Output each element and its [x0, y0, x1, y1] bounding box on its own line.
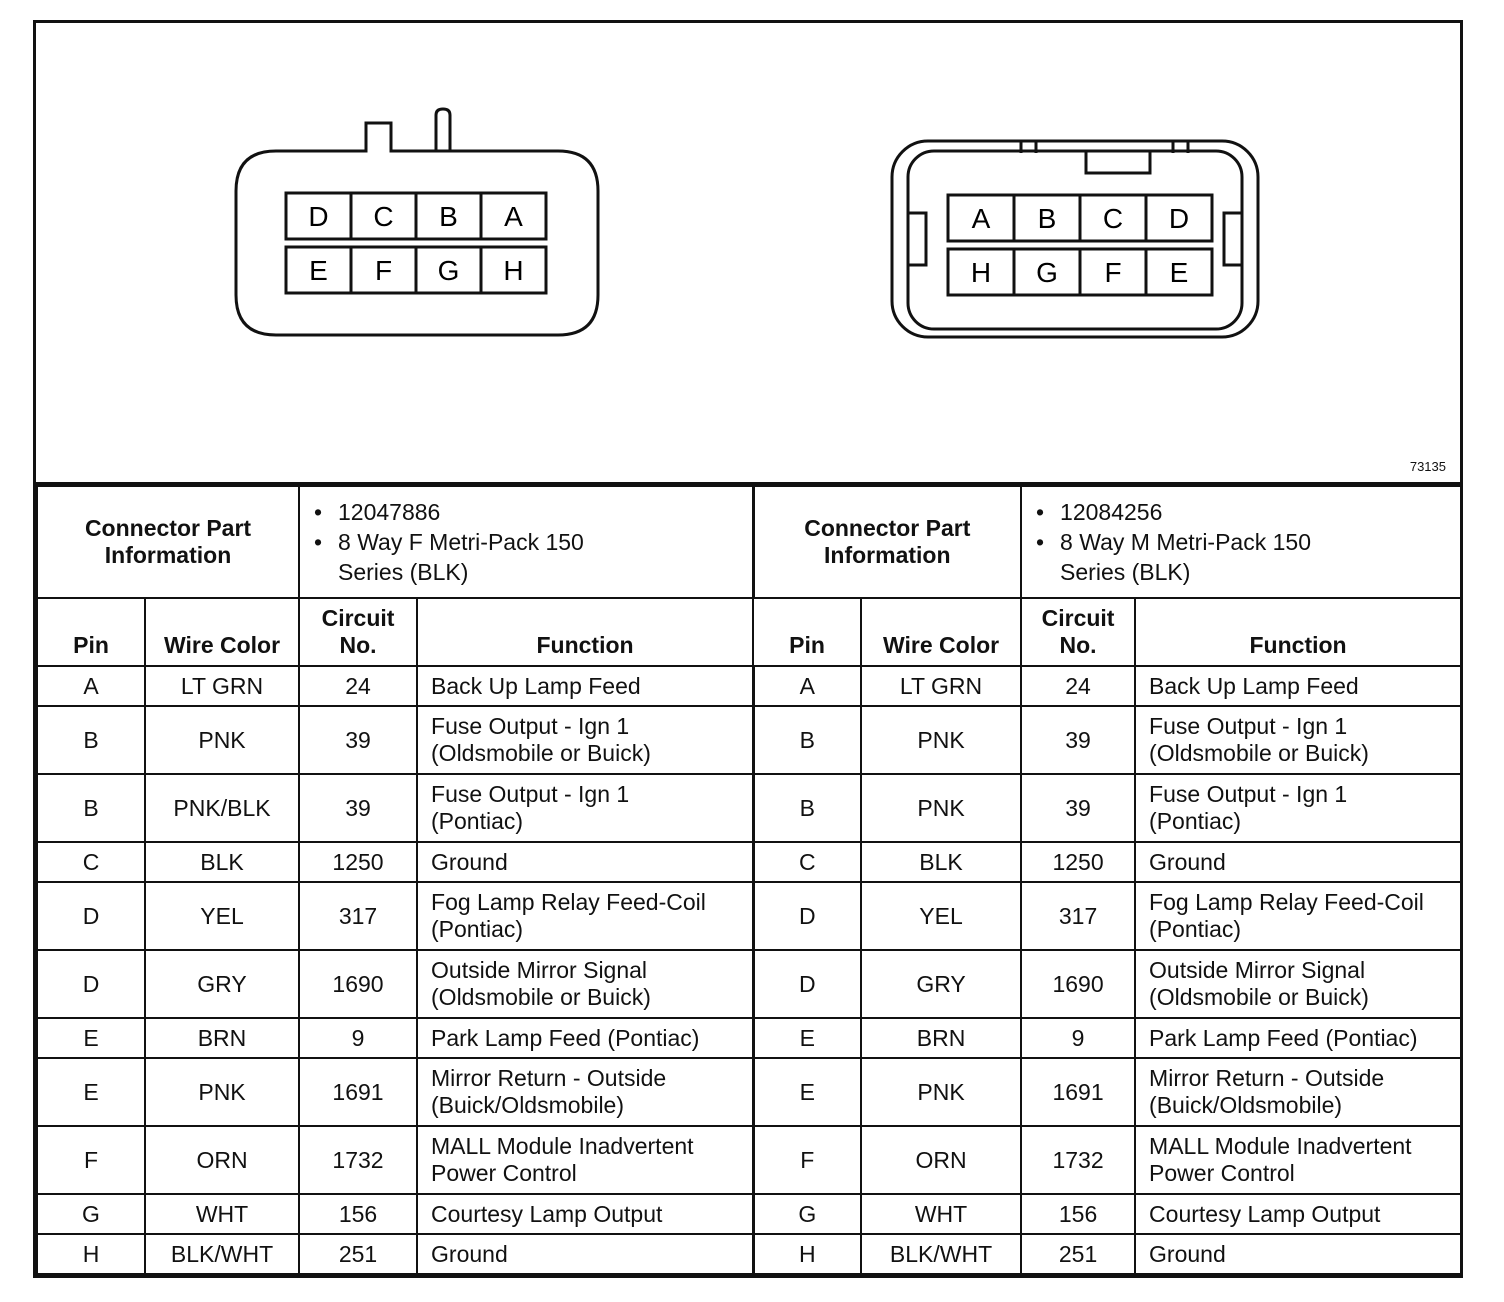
cell-function: Park Lamp Feed (Pontiac) — [417, 1018, 753, 1058]
right-info-label: Connector Part Information — [753, 486, 1021, 598]
left-connector-latch — [436, 109, 450, 151]
left-part-number: • 12047886 — [338, 497, 752, 527]
cell-pin: A — [753, 666, 861, 706]
col-circuit: Circuit No. — [299, 598, 417, 666]
connector-sheet — [33, 20, 1463, 1278]
pin-cavity-label: G — [1036, 257, 1058, 288]
cell-function: Ground — [417, 842, 753, 882]
col-function: Function — [417, 598, 753, 666]
pin-cavity-label: F — [374, 255, 393, 286]
cell-wire-color: ORN — [861, 1126, 1021, 1194]
connector-diagrams — [36, 23, 1460, 479]
right-part-info — [1021, 486, 1461, 598]
cell-circuit: 317 — [299, 882, 417, 950]
pin-cavity-label: E — [309, 255, 328, 286]
cell-function: Outside Mirror Signal (Oldsmobile or Buick) — [417, 950, 753, 1018]
cell-function: Fog Lamp Relay Feed-Coil (Pontiac) — [1135, 882, 1461, 950]
left-info-label: Connector Part Information — [37, 486, 299, 598]
pin-cavity-label: D — [308, 201, 329, 232]
cell-circuit: 1732 — [1021, 1126, 1135, 1194]
cell-wire-color: LT GRN — [861, 666, 1021, 706]
cell-pin: D — [37, 882, 145, 950]
cell-wire-color: BRN — [145, 1018, 299, 1058]
cell-wire-color: LT GRN — [145, 666, 299, 706]
cell-circuit: 1691 — [299, 1058, 417, 1126]
cell-function: Ground — [1135, 1234, 1461, 1274]
cell-pin: E — [753, 1058, 861, 1126]
cell-pin: D — [753, 950, 861, 1018]
cell-pin: C — [37, 842, 145, 882]
pin-row — [37, 882, 1461, 950]
cell-wire-color: ORN — [145, 1126, 299, 1194]
pin-row — [37, 1234, 1461, 1274]
pinout-table — [36, 485, 1462, 1275]
cell-circuit: 24 — [1021, 666, 1135, 706]
cell-pin: G — [37, 1194, 145, 1234]
pin-cavity-label: A — [504, 201, 523, 232]
pin-row — [37, 842, 1461, 882]
col-circuit: Circuit No. — [1021, 598, 1135, 666]
cell-circuit: 1732 — [299, 1126, 417, 1194]
cell-function: Back Up Lamp Feed — [417, 666, 753, 706]
cell-circuit: 39 — [299, 706, 417, 774]
cell-pin: A — [37, 666, 145, 706]
cell-function: MALL Module Inadvertent Power Control — [1135, 1126, 1461, 1194]
pin-row — [37, 950, 1461, 1018]
cell-pin: F — [37, 1126, 145, 1194]
right-part-number: • 12084256 — [1060, 497, 1460, 527]
pin-cavity-label: A — [971, 203, 991, 234]
cell-wire-color: BLK — [861, 842, 1021, 882]
cell-wire-color: PNK — [861, 1058, 1021, 1126]
cell-wire-color: WHT — [145, 1194, 299, 1234]
pin-rows — [37, 666, 1461, 1274]
cell-circuit: 39 — [1021, 774, 1135, 842]
pin-cavity-label: B — [439, 201, 458, 232]
cell-function: Fog Lamp Relay Feed-Coil (Pontiac) — [417, 882, 753, 950]
pin-row — [37, 774, 1461, 842]
right-connector-key-right — [1224, 213, 1242, 265]
figure-id: 73135 — [1409, 459, 1446, 474]
left-part-desc: • 8 Way F Metri-Pack 150 Series (BLK) — [338, 527, 752, 587]
cell-circuit: 1250 — [1021, 842, 1135, 882]
cell-wire-color: BRN — [861, 1018, 1021, 1058]
right-part-desc: • 8 Way M Metri-Pack 150 Series (BLK) — [1060, 527, 1460, 587]
cell-circuit: 156 — [1021, 1194, 1135, 1234]
right-connector-key-top — [1086, 151, 1150, 173]
cell-circuit: 251 — [299, 1234, 417, 1274]
cell-circuit: 251 — [1021, 1234, 1135, 1274]
cell-function: Outside Mirror Signal (Oldsmobile or Buick) — [1135, 950, 1461, 1018]
cell-wire-color: PNK — [861, 706, 1021, 774]
cell-pin: E — [753, 1018, 861, 1058]
pin-row — [37, 1018, 1461, 1058]
cell-circuit: 1690 — [299, 950, 417, 1018]
cell-pin: E — [37, 1058, 145, 1126]
cell-wire-color: BLK/WHT — [145, 1234, 299, 1274]
cell-function: Back Up Lamp Feed — [1135, 666, 1461, 706]
pin-row — [37, 1058, 1461, 1126]
cell-function: Mirror Return - Outside (Buick/Oldsmobile) — [417, 1058, 753, 1126]
cell-wire-color: PNK — [145, 706, 299, 774]
column-header-row — [37, 598, 1461, 666]
right-connector-cavities — [948, 195, 1212, 295]
connector-diagram-area — [36, 23, 1460, 485]
pin-row — [37, 1126, 1461, 1194]
cell-wire-color: BLK/WHT — [861, 1234, 1021, 1274]
cell-pin: F — [753, 1126, 861, 1194]
pin-cavity-label: B — [1037, 203, 1057, 234]
cell-function: Ground — [1135, 842, 1461, 882]
pin-row — [37, 666, 1461, 706]
cell-pin: D — [753, 882, 861, 950]
col-wire-color: Wire Color — [145, 598, 299, 666]
pin-cavity-label: G — [437, 255, 460, 286]
pin-cavity-label: C — [373, 201, 394, 232]
cell-wire-color: BLK — [145, 842, 299, 882]
cell-wire-color: GRY — [145, 950, 299, 1018]
cell-function: Fuse Output - Ign 1 (Oldsmobile or Buick) — [417, 706, 753, 774]
cell-function: Mirror Return - Outside (Buick/Oldsmobile) — [1135, 1058, 1461, 1126]
cell-wire-color: PNK — [861, 774, 1021, 842]
left-part-info — [299, 486, 753, 598]
right-connector-key-left — [908, 213, 926, 265]
col-pin: Pin — [37, 598, 145, 666]
cell-function: Courtesy Lamp Output — [1135, 1194, 1461, 1234]
cell-wire-color: PNK — [145, 1058, 299, 1126]
cell-function: Fuse Output - Ign 1 (Pontiac) — [417, 774, 753, 842]
pin-cavity-label: E — [1169, 257, 1189, 288]
left-connector-cavities — [286, 193, 546, 293]
cell-function: Fuse Output - Ign 1 (Oldsmobile or Buick) — [1135, 706, 1461, 774]
pin-cavity-label: H — [503, 255, 524, 286]
cell-wire-color: PNK/BLK — [145, 774, 299, 842]
pin-row — [37, 706, 1461, 774]
connector-info-row — [37, 486, 1461, 598]
cell-circuit: 1690 — [1021, 950, 1135, 1018]
cell-circuit: 39 — [299, 774, 417, 842]
pin-cavity-label: C — [1102, 203, 1124, 234]
cell-wire-color: YEL — [861, 882, 1021, 950]
cell-pin: B — [37, 706, 145, 774]
cell-circuit: 39 — [1021, 706, 1135, 774]
cell-pin: B — [753, 774, 861, 842]
cell-function: Park Lamp Feed (Pontiac) — [1135, 1018, 1461, 1058]
cell-wire-color: YEL — [145, 882, 299, 950]
cell-circuit: 1250 — [299, 842, 417, 882]
pin-row — [37, 1194, 1461, 1234]
cell-circuit: 24 — [299, 666, 417, 706]
cell-circuit: 9 — [1021, 1018, 1135, 1058]
cell-pin: C — [753, 842, 861, 882]
pin-cavity-label: D — [1168, 203, 1190, 234]
cell-function: Fuse Output - Ign 1 (Pontiac) — [1135, 774, 1461, 842]
col-pin: Pin — [753, 598, 861, 666]
cell-function: MALL Module Inadvertent Power Control — [417, 1126, 753, 1194]
cell-pin: H — [37, 1234, 145, 1274]
cell-circuit: 9 — [299, 1018, 417, 1058]
cell-pin: B — [37, 774, 145, 842]
cell-circuit: 1691 — [1021, 1058, 1135, 1126]
col-wire-color: Wire Color — [861, 598, 1021, 666]
cell-pin: E — [37, 1018, 145, 1058]
cell-wire-color: GRY — [861, 950, 1021, 1018]
cell-pin: D — [37, 950, 145, 1018]
cell-pin: B — [753, 706, 861, 774]
cell-wire-color: WHT — [861, 1194, 1021, 1234]
pin-cavity-label: F — [1104, 257, 1122, 288]
cell-circuit: 317 — [1021, 882, 1135, 950]
pin-cavity-label: H — [970, 257, 992, 288]
col-function: Function — [1135, 598, 1461, 666]
cell-function: Ground — [417, 1234, 753, 1274]
cell-pin: G — [753, 1194, 861, 1234]
cell-circuit: 156 — [299, 1194, 417, 1234]
cell-pin: H — [753, 1234, 861, 1274]
cell-function: Courtesy Lamp Output — [417, 1194, 753, 1234]
